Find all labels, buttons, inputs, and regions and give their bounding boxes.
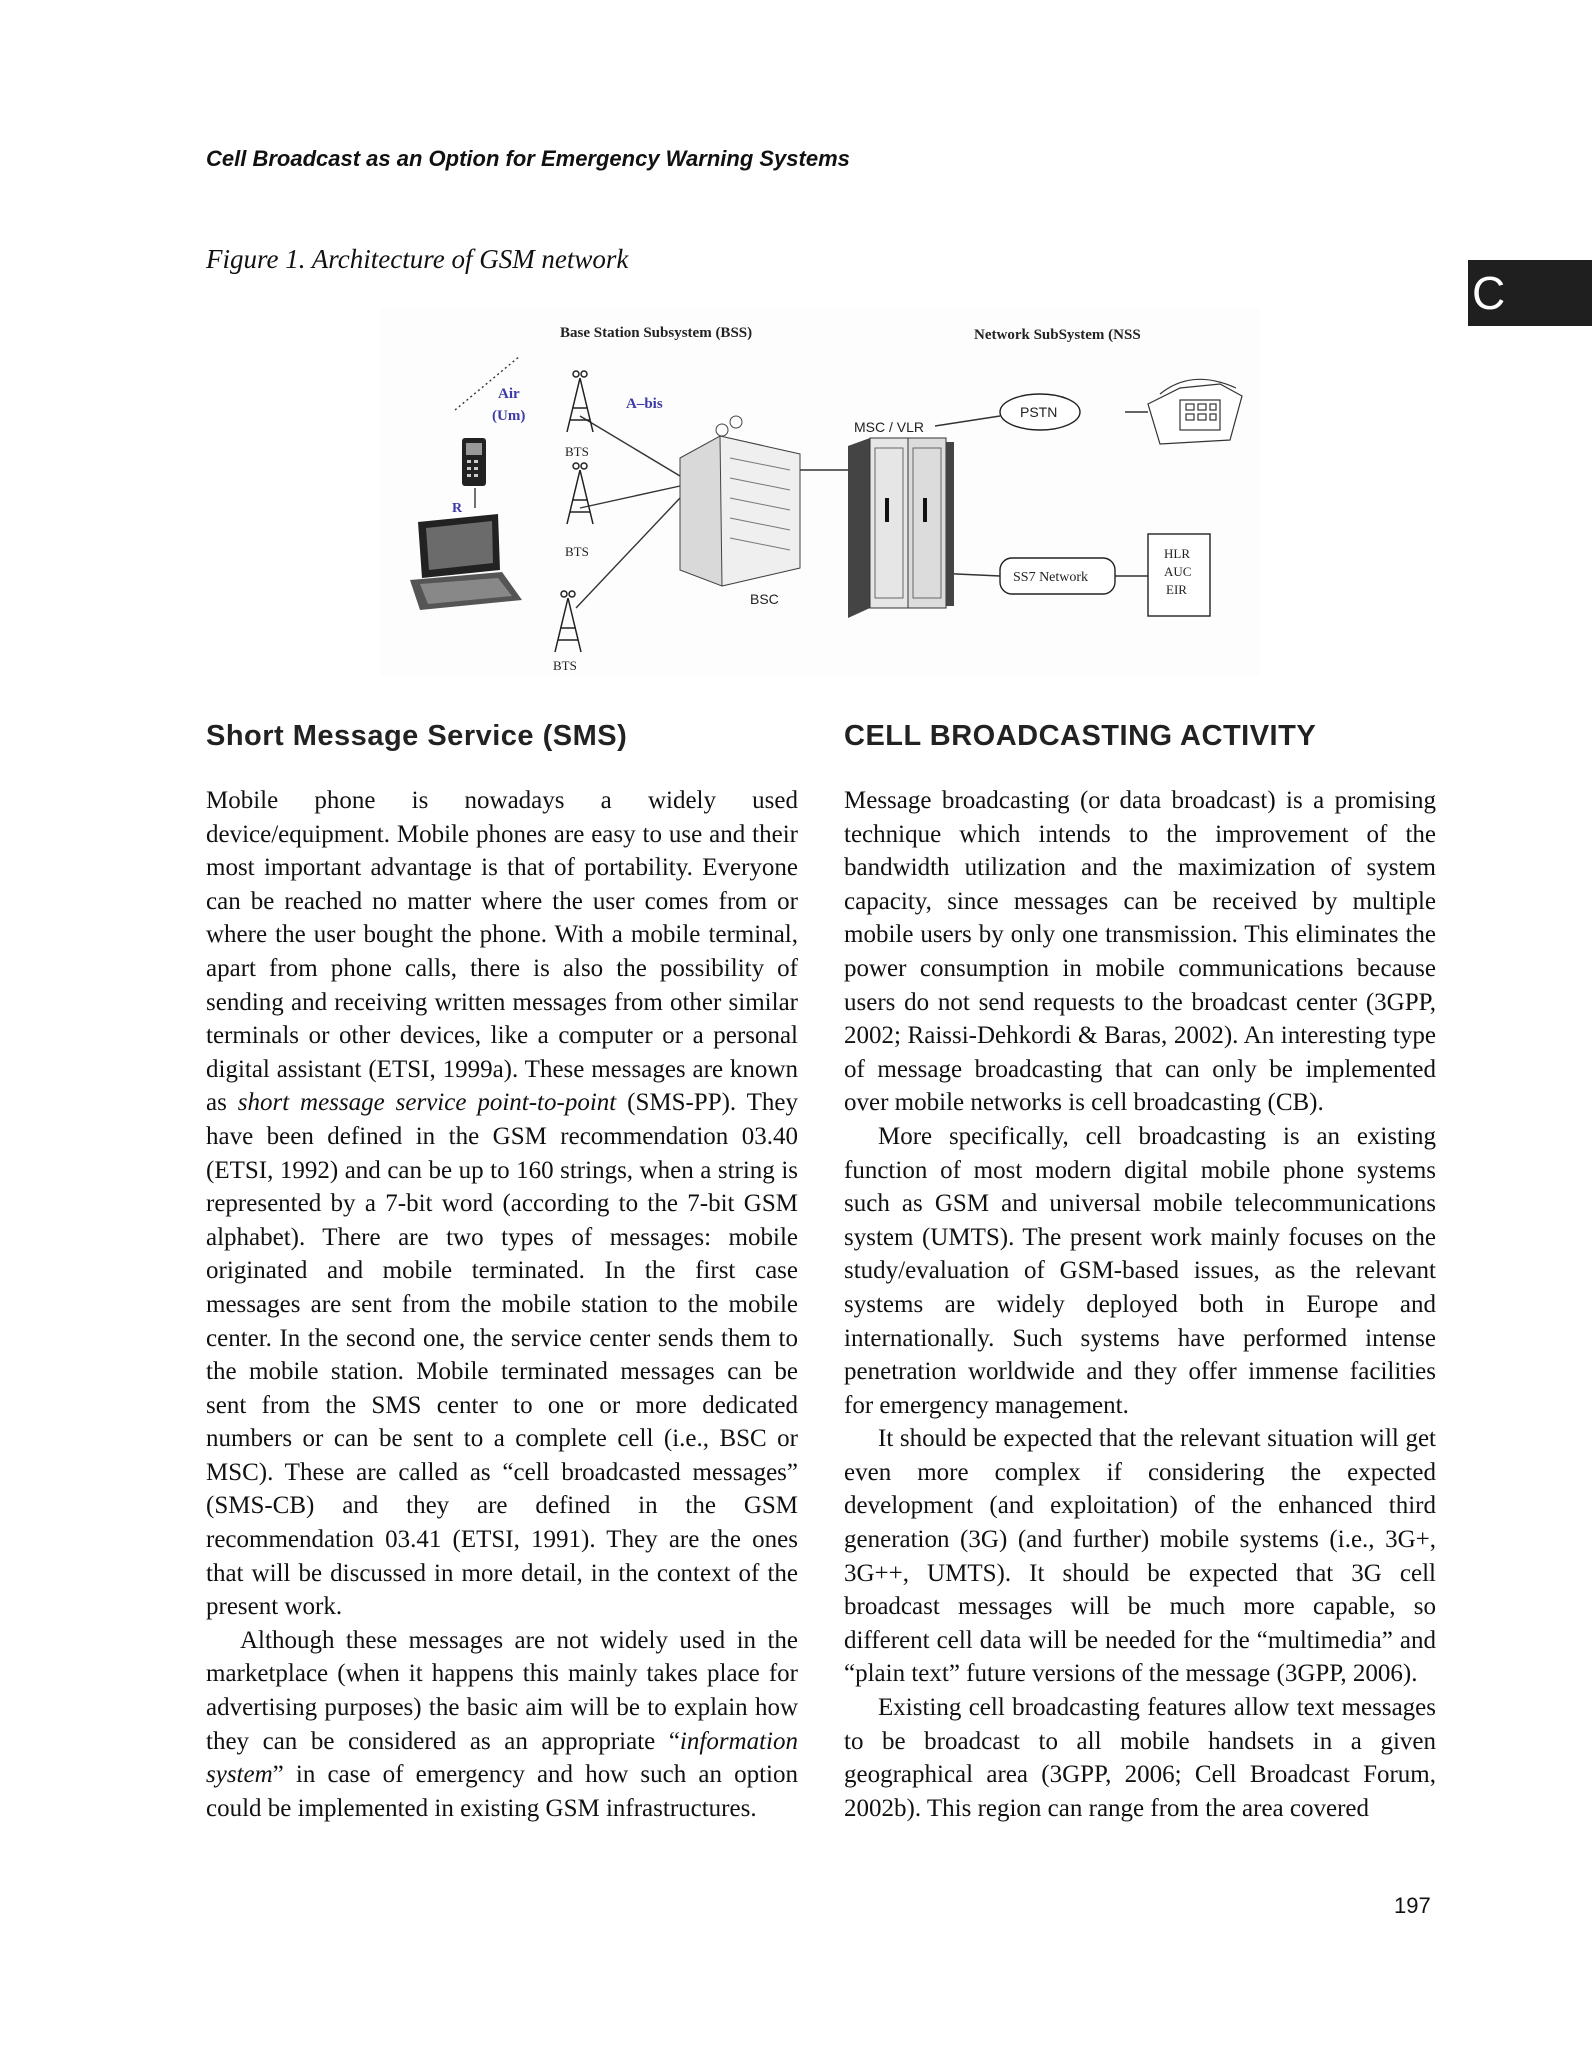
page-number: 197 xyxy=(1394,1893,1431,1918)
cb-paragraph-4: Existing cell broadcasting features allow text messages to be broadcast to all mobile handsets in a given geographical area (3GPP, 2006; Cell Broadcast Forum, 2002b). This region can range from the area covered xyxy=(844,1694,1436,1822)
pstn-label: PSTN xyxy=(1020,404,1058,420)
msc-vlr-server-icon xyxy=(848,438,954,618)
bts-tower-icon xyxy=(567,371,593,432)
bsc-label: BSC xyxy=(750,591,779,607)
bts-label-3: BTS xyxy=(553,658,577,673)
laptop-icon xyxy=(410,514,522,610)
running-header: Cell Broadcast as an Option for Emergency Warning Systems xyxy=(206,146,850,171)
nss-label: Network SubSystem (NSS xyxy=(974,327,1141,343)
bts-tower-icon xyxy=(555,591,581,652)
gsm-architecture-diagram xyxy=(380,308,1260,676)
mobile-phone-icon xyxy=(462,438,486,486)
left-column xyxy=(206,720,798,1825)
bss-label: Base Station Subsystem (BSS) xyxy=(560,325,753,341)
telephone-icon xyxy=(1148,379,1242,444)
sms-paragraph-2: Although these messages are not widely used in the marketplace (when it happens this mainly takes place for advertising purposes) the basic aim will be to explain how they can be considered as an appropriate “information system” in case of emergency and how such an option could be implemented in existing GSM infrastructures. xyxy=(206,1626,798,1822)
bsc-building-icon xyxy=(680,416,800,586)
bts-label-2: BTS xyxy=(565,544,589,559)
cb-paragraph-1: Message broadcasting (or data broadcast) is a promising technique which intends to the improvement of the bandwidth utilization and the maximization of system capacity, since messages can be received by multiple mobile users by only one transmission. This eliminates the power consumption in mobile communications because users do not send requests to the broadcast center (3GPP, 2002; Raissi-Dehkordi & Baras, 2002). An interesting type of message broadcasting that can only be implemented over mobile networks is cell broadcasting (CB). xyxy=(844,787,1436,1117)
um-label: (Um) xyxy=(492,408,526,424)
section-tab: C xyxy=(1468,260,1592,326)
air-label: Air xyxy=(498,386,520,402)
gsm-architecture-figure xyxy=(380,308,1260,676)
sms-paragraph-1: Mobile phone is nowadays a widely used device/equipment. Mobile phones are easy to use and their most important advantage is that of portability. Everyone can be reached no matter where the user comes from or where the user bought the phone. With a mobile terminal, apart from phone calls, there is also the possibility of sending and receiving written messages from other similar terminals or other devices, like a computer or a personal digital assistant (ETSI, 1999a). These messages are known as short message service point-to-point (SMS-PP). They have been defined in the GSM recommendation 03.40 (ETSI, 1992) and can be up to 160 strings, when a string is represented by a 7-bit word (according to the 7-bit GSM alphabet). There are two types of messages: mobile originated and mobile terminated. In the first case messages are sent from the mobile station to the mobile center. In the second one, the service center sends them to the mobile station. Mobile terminated messages can be sent from the SMS center to one or more dedicated numbers or can be sent to a complete cell (i.e., BSC or MSC). These are called as “cell broadcasted messages” (SMS-CB) and they are defined in the GSM recommendation 03.41 (ETSI, 1991). They are the ones that will be discussed in more detail, in the context of the present work. xyxy=(206,787,799,1621)
ss7-label: SS7 Network xyxy=(1013,570,1089,585)
cb-paragraph-3: It should be expected that the relevant situation will get even more complex if considering the expected development (and exploitation) of the enhanced third generation (3G) (and further) mobile systems (i.e., 3G+, 3G++, UMTS). It should be expected that 3G cell broadcast messages will be much more capable, so different cell data will be needed for the “multimedia” and “plain text” future versions of the message (3GPP, 2006). xyxy=(844,1425,1436,1688)
auc-label: AUC xyxy=(1164,564,1192,579)
section-heading-sms: Short Message Service (SMS) xyxy=(206,720,628,752)
eir-label: EIR xyxy=(1166,582,1187,597)
cb-paragraph-2: More specifically, cell broadcasting is an existing function of most modern digital mobile phone systems such as GSM and universal mobile telecommunications system (UMTS). The present work mainly focuses on the study/evaluation of GSM-based issues, as the relevant systems are widely deployed both in Europe and internationally. Such systems have performed intense penetration worldwide and they offer immense facilities for emergency management. xyxy=(844,1122,1436,1419)
hlr-label: HLR xyxy=(1164,546,1190,561)
r-label: R xyxy=(452,501,463,516)
abis-label: A–bis xyxy=(626,396,663,412)
figure-caption: Figure 1. Architecture of GSM network xyxy=(206,244,629,274)
bts-label-1: BTS xyxy=(565,444,589,459)
msc-vlr-label: MSC / VLR xyxy=(854,419,925,435)
bts-tower-icon xyxy=(567,463,593,524)
section-heading-cell-broadcasting: CELL BROADCASTING ACTIVITY xyxy=(844,720,1317,752)
right-column xyxy=(844,720,1436,1825)
